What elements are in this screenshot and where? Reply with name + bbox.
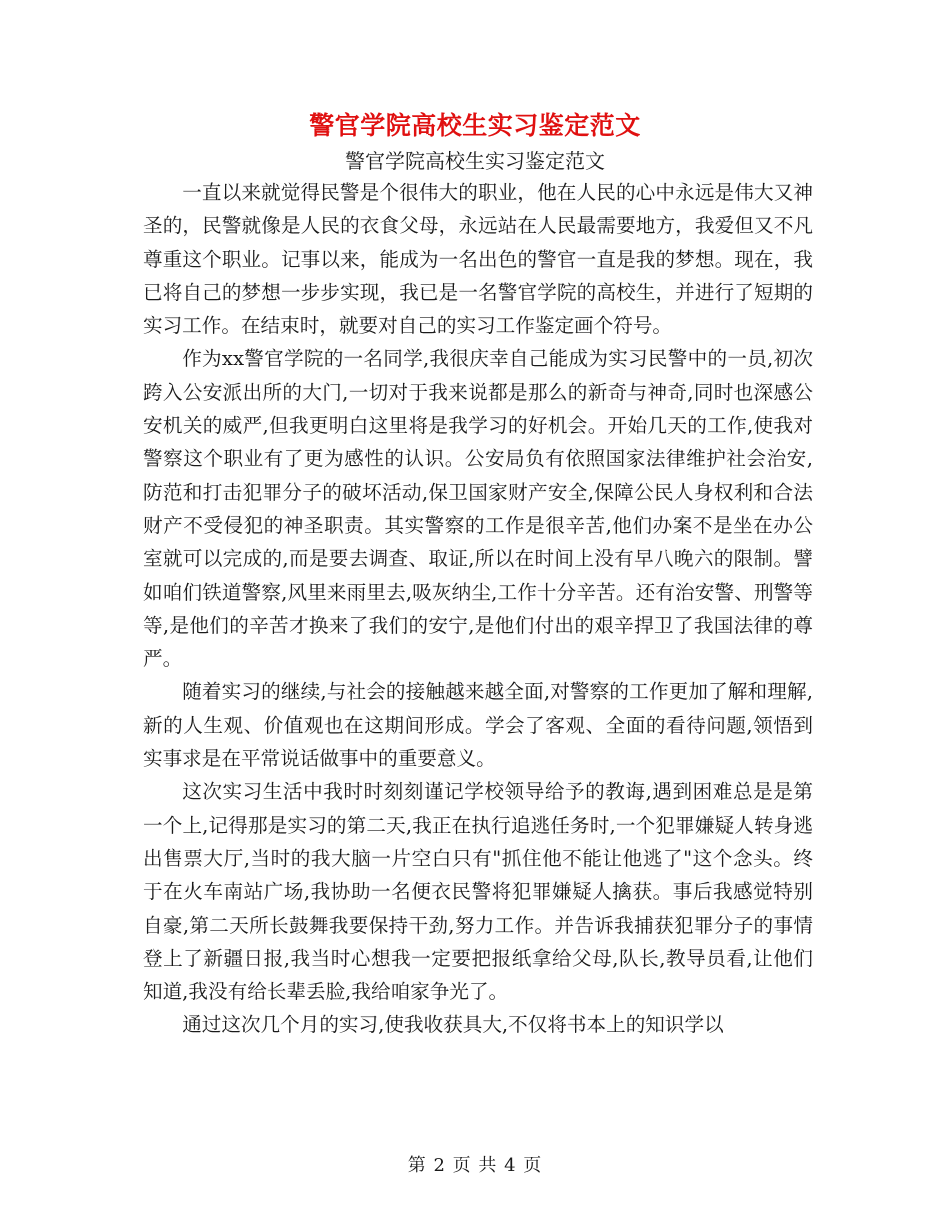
- page-footer: 第 2 页 共 4 页: [407, 1155, 543, 1176]
- body-paragraph-3: 随着实习的继续,与社会的接触越来越全面,对警察的工作更加了解和理解,新的人生观、价值观也在这期间形成。学会了客观、全面的看待问题,领悟到实事求是在平常说话做事中的重要意义。: [143, 680, 813, 771]
- document-subtitle: 警官学院高校生实习鉴定范文: [345, 149, 605, 173]
- body-paragraph-2: 作为xx警官学院的一名同学,我很庆幸自己能成为实习民警中的一员,初次跨入公安派出所的大门,一切对于我来说都是那么的新奇与神奇,同时也深感公安机关的威严,但我更明白这里将是我学习的好机会。开始几天的工作,使我对警察这个职业有了更为感性的认识。公安局负有依照国家法律维护社会治安,防范和打击犯罪分子的破坏活动,保卫国家财产安全,保障公民人身权利和合法财产不受侵犯的神圣职责。其实警察的工作是很辛苦,他们办案不是坐在办公室就可以完成的,而是要去调查、取证,所以在时间上没有早八晚六的限制。譬如咱们铁道警察,风里来雨里去,吸灰纳尘,工作十分辛苦。还有治安警、刑警等等,是他们的辛苦才换来了我们的安宁,是他们付出的艰辛捍卫了我国法律的尊严。: [143, 347, 813, 671]
- body-paragraph-4: 这次实习生活中我时时刻刻谨记学校领导给予的教诲,遇到困难总是是第一个上,记得那是实习的第二天,我正在执行追逃任务时,一个犯罪嫌疑人转身逃出售票大厅,当时的我大脑一片空白只有"抓住他不能让他逃了"这个念头。终于在火车南站广场,我协助一名便衣民警将犯罪嫌疑人擒获。事后我感觉特别自豪,第二天所长鼓舞我要保持干劲,努力工作。并告诉我捕获犯罪分子的事情登上了新疆日报,我当时心想我一定要把报纸拿给父母,队长,教导员看,让他们知道,我没有给长辈丢脸,我给咱家争光了。: [143, 780, 813, 1004]
- document-body: [143, 176, 813, 1042]
- document-title: 警官学院高校生实习鉴定范文: [309, 111, 641, 140]
- body-paragraph-1: 一直以来就觉得民警是个很伟大的职业，他在人民的心中永远是伟大又神圣的，民警就像是人民的衣食父母，永远站在人民最需要地方，我爱但又不凡尊重这个职业。记事以来，能成为一名出色的警官一直是我的梦想。现在，我已将自己的梦想一步步实现，我已是一名警官学院的高校生，并进行了短期的实习工作。在结束时，就要对自己的实习工作鉴定画个符号。: [143, 181, 813, 338]
- body-paragraph-5: 通过这次几个月的实习,使我收获具大,不仅将书本上的知识学以: [182, 1013, 724, 1037]
